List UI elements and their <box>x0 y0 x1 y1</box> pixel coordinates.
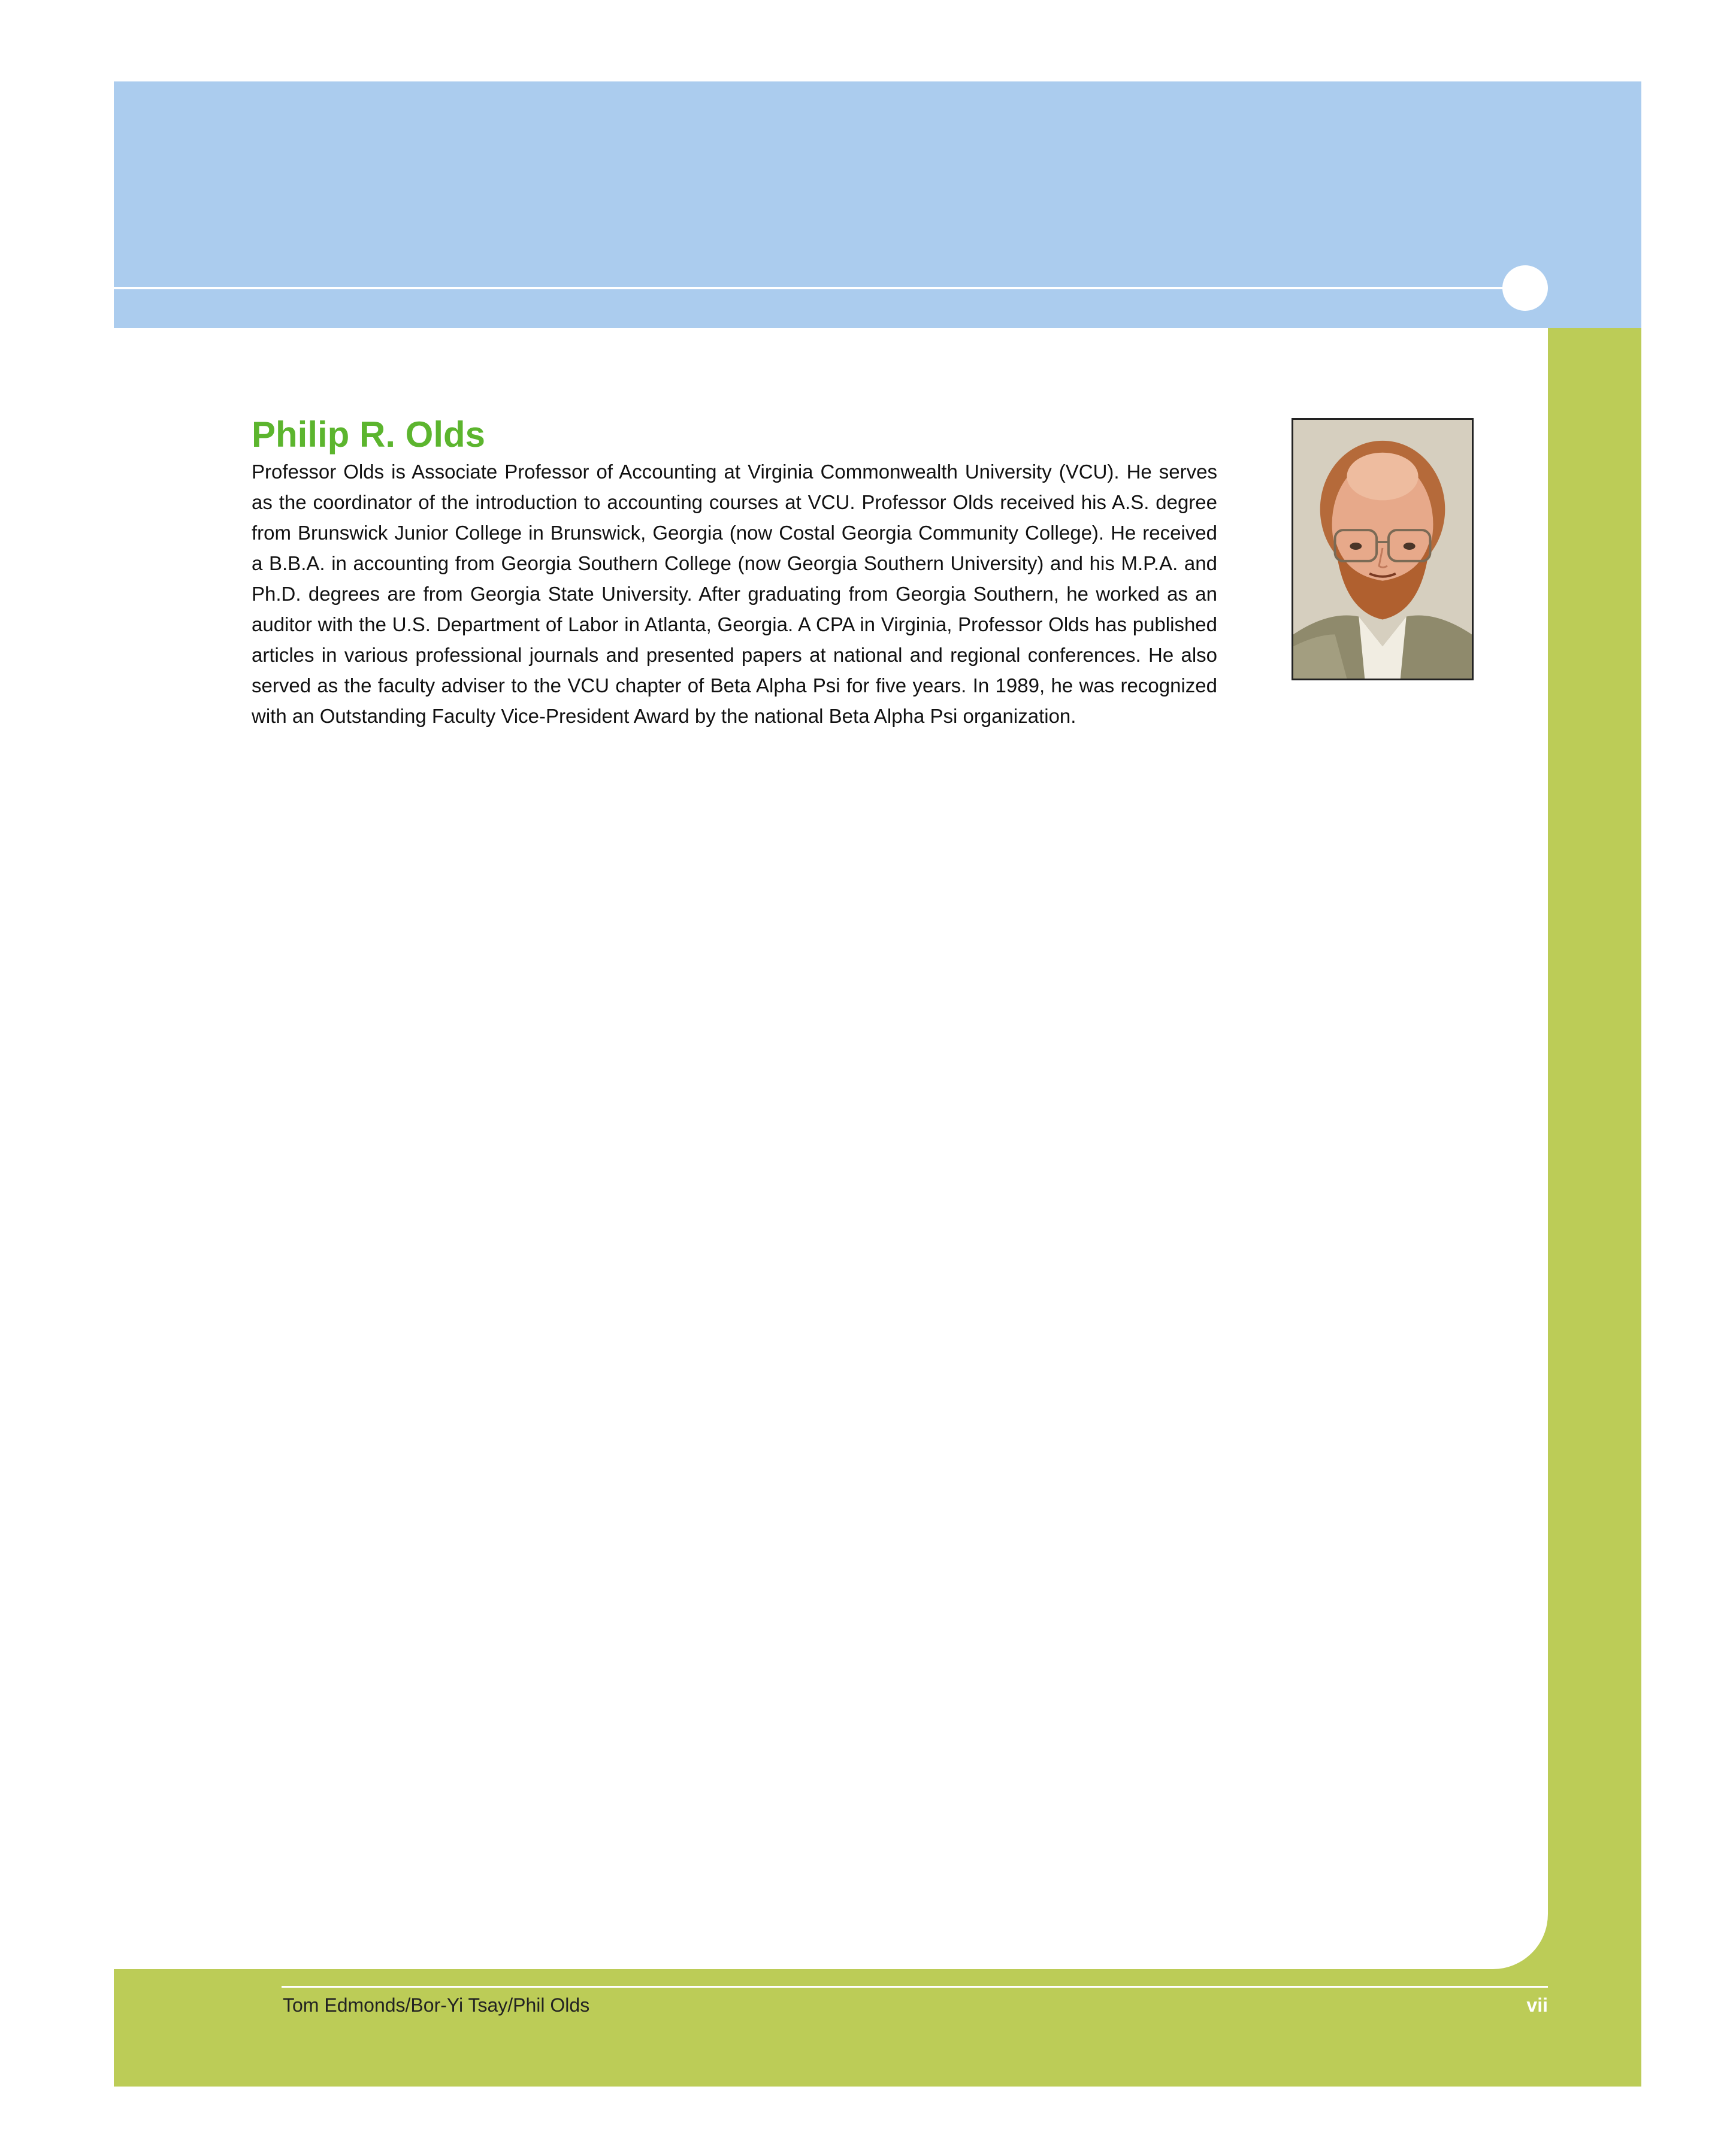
author-bio: Professor Olds is Associate Professor of Accounting at Virginia Commonwealth University (VCU). He serves as the coordinator of the introduction to accounting courses at VCU. Professor Olds received his A.S. degree from Brunswick Junior College in Brunswick, Georgia (now Costal Georgia Community College). He received a B.B.A. in accounting from Georgia Southern College (now Georgia Southern University) and his M.P.A. and Ph.D. degrees are from Georgia State University. After graduating from Georgia Southern, he worked as an auditor with the U.S. Department of Labor in Atlanta, Georgia. A CPA in Virginia, Professor Olds has published articles in various professional journals and presented papers at national and regional conferences. He also served as the faculty adviser to the VCU chapter of Beta Alpha Psi for five years. In 1989, he was recognized with an Outstanding Faculty Vice-President Award by the national Beta Alpha Psi organization. <box>252 461 1217 727</box>
side-bar <box>1548 328 1641 1969</box>
page-number: vii <box>1526 1994 1548 2016</box>
footer-authors: Tom Edmonds/Bor-Yi Tsay/Phil Olds <box>283 1994 590 2016</box>
header-dot <box>1502 265 1548 311</box>
author-photo <box>1292 418 1474 680</box>
header-band <box>114 81 1641 328</box>
header-rule <box>114 287 1510 289</box>
author-name: Philip R. Olds <box>252 414 486 455</box>
footer-rule <box>282 1986 1548 1988</box>
portrait-image <box>1293 420 1472 679</box>
page-corner-curve <box>1428 1849 1548 1969</box>
